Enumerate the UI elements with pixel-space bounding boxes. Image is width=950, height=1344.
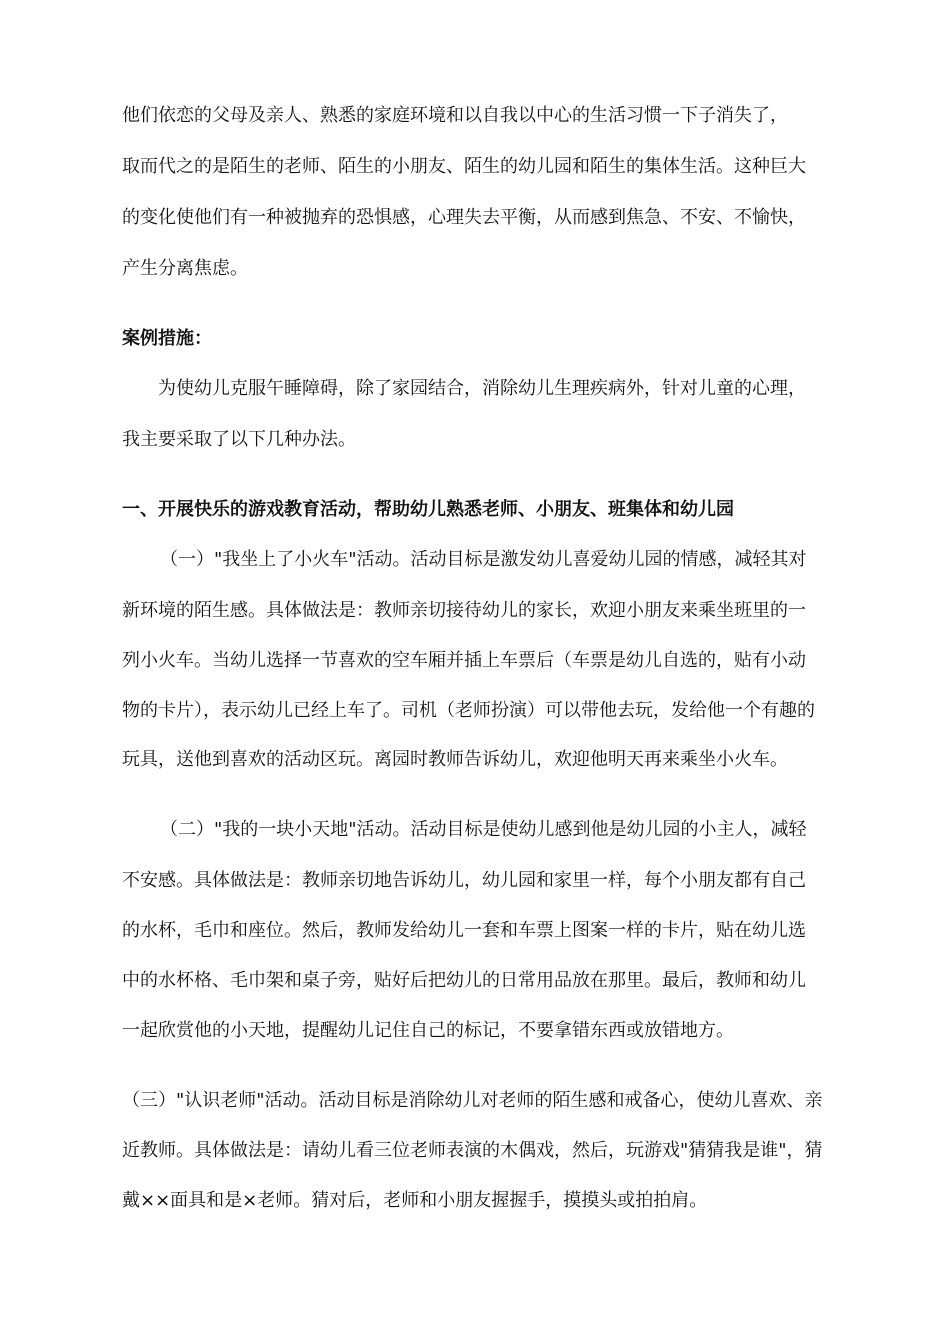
paragraph-line: 玩具，送他到喜欢的活动区玩。离园时教师告诉幼儿，欢迎他明天再来乘坐小火车。 [122,749,788,770]
paragraph-line: （三）"认识老师"活动。活动目标是消除幼儿对老师的陌生感和戒备心，使幼儿喜欢、亲 [122,1090,823,1111]
paragraph-line: 为使幼儿克服午睡障碍，除了家园结合，消除幼儿生理疾病外，针对儿童的心理， [158,378,806,399]
paragraph-line: 取而代之的是陌生的老师、陌生的小朋友、陌生的幼儿园和陌生的集体生活。这种巨大 [122,156,806,177]
paragraph-line: （一）"我坐上了小火车"活动。活动目标是激发幼儿喜爱幼儿园的情感，减轻其对 [160,549,807,570]
paragraph-line: 近教师。具体做法是：请幼儿看三位老师表演的木偶戏，然后，玩游戏"猜猜我是谁"，猜 [122,1140,823,1161]
paragraph-line: 戴××面具和是×老师。猜对后，老师和小朋友握握手，摸摸头或拍拍肩。 [122,1190,708,1211]
paragraph-line: 一起欣赏他的小天地，提醒幼儿记住自己的标记，不要拿错东西或放错地方。 [122,1020,734,1041]
paragraph-line: 新环境的陌生感。具体做法是：教师亲切接待幼儿的家长，欢迎小朋友来乘坐班里的一 [122,600,806,621]
paragraph-line: 产生分离焦虑。 [122,258,248,279]
paragraph-line: 中的水杯格、毛巾架和桌子旁，贴好后把幼儿的日常用品放在那里。最后，教师和幼儿 [122,970,806,991]
paragraph-line: 的水杯，毛巾和座位。然后，教师发给幼儿一套和车票上图案一样的卡片，贴在幼儿选 [122,920,806,941]
paragraph-line: 列小火车。当幼儿选择一节喜欢的空车厢并插上车票后（车票是幼儿自选的，贴有小动 [122,650,806,671]
paragraph-line: 物的卡片），表示幼儿已经上车了。司机（老师扮演）可以带他去玩，发给他一个有趣的 [122,700,815,721]
paragraph-line: （二）"我的一块小天地"活动。活动目标是使幼儿感到他是幼儿园的小主人，减轻 [160,819,807,840]
paragraph-line: 的变化使他们有一种被抛弃的恐惧感，心理失去平衡，从而感到焦急、不安、不愉快， [122,207,806,228]
section-heading: 一、开展快乐的游戏教育活动，帮助幼儿熟悉老师、小朋友、班集体和幼儿园 [122,499,734,520]
paragraph-line: 不安感。具体做法是：教师亲切地告诉幼儿，幼儿园和家里一样，每个小朋友都有自己 [122,870,806,891]
paragraph-line: 他们依恋的父母及亲人、熟悉的家庭环境和以自我以中心的生活习惯一下子消失了， [122,105,788,126]
measures-heading: 案例措施： [122,328,212,349]
paragraph-line: 我主要采取了以下几种办法。 [122,429,356,450]
